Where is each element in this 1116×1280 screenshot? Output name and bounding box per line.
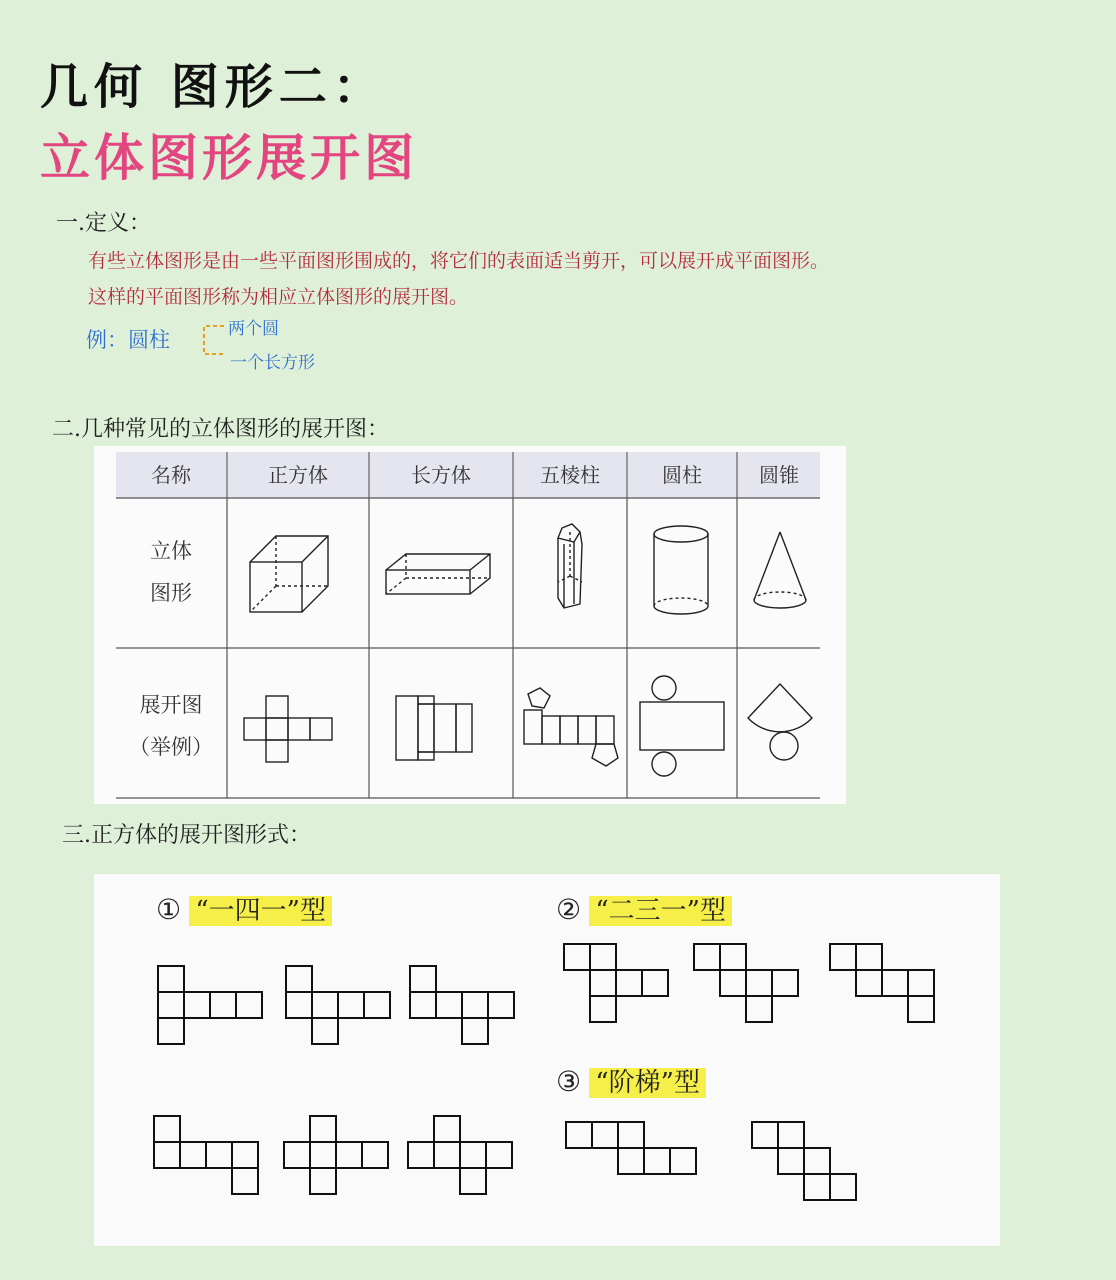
net-square	[154, 1116, 180, 1142]
net-231-c	[830, 944, 934, 1022]
net-square	[746, 996, 772, 1022]
type-231-number: ②	[556, 893, 582, 926]
net-231-b	[694, 944, 798, 1022]
net-square	[720, 970, 746, 996]
net-square	[460, 1142, 486, 1168]
net-square	[154, 1142, 180, 1168]
type-141-number: ①	[156, 893, 182, 926]
cuboid-net	[396, 696, 472, 760]
net-square	[434, 1116, 460, 1142]
net-square	[158, 1018, 184, 1044]
net-square	[856, 944, 882, 970]
cube-net-drawings	[94, 874, 1000, 1246]
net-square	[338, 992, 364, 1018]
net-square	[184, 992, 210, 1018]
page-title: 几何 图形二：	[40, 59, 387, 115]
net-square	[410, 992, 436, 1018]
net-square	[310, 1168, 336, 1194]
page-subtitle: 立体图形展开图	[40, 128, 418, 187]
net-square	[804, 1174, 830, 1200]
net-square	[564, 944, 590, 970]
net-square	[286, 966, 312, 992]
net-141-d	[154, 1116, 258, 1194]
net-square	[286, 992, 312, 1018]
net-square	[592, 1122, 618, 1148]
net-square	[618, 1148, 644, 1174]
net-square	[232, 1142, 258, 1168]
net-square	[746, 970, 772, 996]
net-square	[778, 1148, 804, 1174]
net-square	[462, 992, 488, 1018]
pentagonal-prism-net	[524, 688, 618, 766]
net-square	[908, 996, 934, 1022]
net-square	[618, 1122, 644, 1148]
net-square	[694, 944, 720, 970]
net-square	[908, 970, 934, 996]
net-square	[590, 996, 616, 1022]
example-bracket	[198, 322, 226, 358]
net-square	[310, 1142, 336, 1168]
row1-label-line1: 立体	[150, 539, 192, 563]
example-part-2: 一个长方形	[230, 353, 315, 373]
net-square	[158, 992, 184, 1018]
row2-label-line2: （举例）	[129, 735, 213, 759]
net-square	[310, 1116, 336, 1142]
solids-table	[112, 448, 824, 800]
net-square	[830, 944, 856, 970]
net-square	[312, 992, 338, 1018]
net-141-e	[284, 1116, 388, 1194]
net-231-a	[564, 944, 668, 1022]
definition-line-2: 这样的平面图形称为相应立体图形的展开图。	[88, 286, 469, 308]
net-square	[670, 1148, 696, 1174]
net-square	[804, 1148, 830, 1174]
net-square	[460, 1168, 486, 1194]
type-stair-number: ③	[556, 1065, 582, 1098]
net-square	[566, 1122, 592, 1148]
net-square	[778, 1122, 804, 1148]
header-cuboid: 长方体	[370, 452, 512, 498]
net-square	[410, 966, 436, 992]
header-cone: 圆锥	[738, 452, 820, 498]
net-square	[436, 992, 462, 1018]
net-141-a	[158, 966, 262, 1044]
net-square	[882, 970, 908, 996]
net-square	[312, 1018, 338, 1044]
net-square	[362, 1142, 388, 1168]
header-name: 名称	[116, 452, 226, 498]
net-square	[206, 1142, 232, 1168]
net-141-c	[410, 966, 514, 1044]
net-square	[210, 992, 236, 1018]
type-141-text: “一四一”型	[189, 896, 332, 926]
solids-table-image	[94, 446, 846, 804]
net-square	[486, 1142, 512, 1168]
net-square	[364, 992, 390, 1018]
cube-nets-image	[94, 874, 1000, 1246]
net-square	[336, 1142, 362, 1168]
net-square	[642, 970, 668, 996]
net-141-f	[408, 1116, 512, 1194]
section-2-heading: 二.几种常见的立体图形的展开图：	[52, 417, 389, 442]
type-stair-text: “阶梯”型	[589, 1068, 706, 1098]
row2-label-line1: 展开图	[139, 693, 203, 717]
net-square	[180, 1142, 206, 1168]
net-square	[590, 970, 616, 996]
net-square	[158, 966, 184, 992]
net-square	[434, 1142, 460, 1168]
net-square	[830, 1174, 856, 1200]
net-141-b	[286, 966, 390, 1044]
cone-net	[748, 684, 812, 760]
net-figures	[112, 448, 824, 800]
net-square	[408, 1142, 434, 1168]
net-square	[284, 1142, 310, 1168]
net-square	[462, 1018, 488, 1044]
net-square	[856, 970, 882, 996]
type-231-text: “二三一”型	[589, 896, 732, 926]
header-cylinder: 圆柱	[628, 452, 736, 498]
row1-label-line2: 图形	[150, 581, 192, 605]
definition-line-1: 有些立体图形是由一些平面图形围成的，将它们的表面适当剪开，可以展开成平面图形。	[88, 250, 830, 272]
net-square	[752, 1122, 778, 1148]
header-cube: 正方体	[228, 452, 368, 498]
net-square	[616, 970, 642, 996]
header-pentagonal-prism: 五棱柱	[514, 452, 626, 498]
net-stair-a	[566, 1122, 696, 1174]
net-square	[232, 1168, 258, 1194]
net-square	[236, 992, 262, 1018]
cube-net	[244, 696, 332, 762]
example-part-1: 两个圆	[228, 319, 279, 339]
example-label: 例：圆柱	[86, 328, 170, 352]
section-3-heading: 三.正方体的展开图形式：	[62, 823, 311, 848]
net-square	[772, 970, 798, 996]
net-square	[720, 944, 746, 970]
net-square	[488, 992, 514, 1018]
section-1-heading: 一.定义：	[56, 211, 151, 236]
net-square	[644, 1148, 670, 1174]
net-square	[590, 944, 616, 970]
cylinder-net	[640, 676, 724, 776]
net-stair-b	[752, 1122, 856, 1200]
